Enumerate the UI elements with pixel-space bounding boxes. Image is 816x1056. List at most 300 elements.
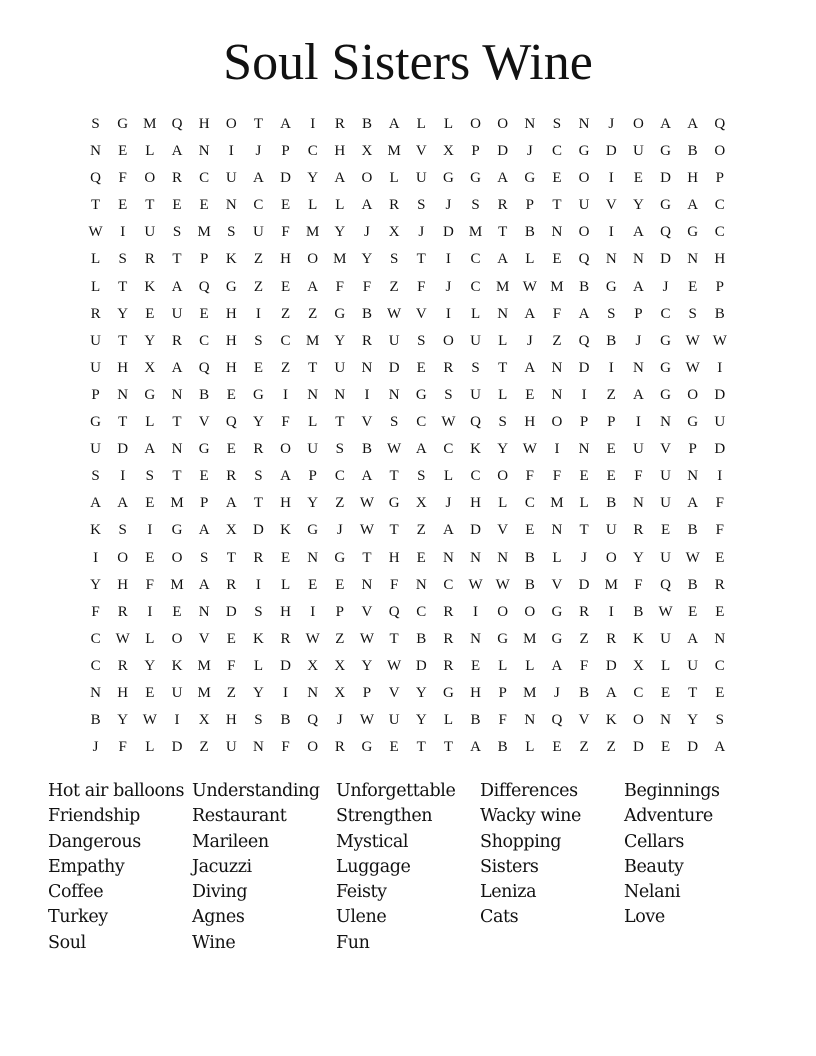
grid-letter: O bbox=[497, 116, 509, 132]
grid-letter: N bbox=[551, 522, 563, 539]
grid-letter: N bbox=[361, 359, 373, 376]
grid-letter: I bbox=[120, 468, 126, 485]
word-list-column bbox=[192, 779, 336, 956]
grid-letter: T bbox=[498, 224, 508, 241]
grid-letter: I bbox=[635, 414, 641, 431]
grid-letter: Z bbox=[253, 251, 263, 268]
grid-letter: G bbox=[687, 224, 699, 241]
grid-letter: L bbox=[525, 739, 535, 756]
grid-letter: I bbox=[93, 549, 99, 566]
grid-letter: W bbox=[387, 441, 402, 458]
grid-row bbox=[82, 707, 733, 734]
grid-letter: J bbox=[662, 278, 669, 295]
grid-row bbox=[82, 653, 733, 680]
word-list-item: Differences bbox=[480, 781, 578, 801]
grid-letter: N bbox=[551, 359, 563, 376]
grid-letter: E bbox=[660, 684, 671, 701]
grid-row bbox=[82, 734, 733, 761]
grid-letter: D bbox=[687, 739, 699, 756]
grid-letter: G bbox=[524, 170, 536, 187]
grid-letter: C bbox=[714, 224, 725, 241]
grid-letter: G bbox=[90, 414, 101, 431]
grid-letter: L bbox=[443, 468, 453, 485]
grid-letter: G bbox=[578, 143, 590, 160]
grid-letter: C bbox=[90, 657, 101, 674]
grid-letter: C bbox=[470, 251, 481, 268]
grid-letter: W bbox=[387, 305, 402, 322]
grid-letter: S bbox=[444, 386, 453, 403]
grid-letter: A bbox=[470, 739, 481, 756]
grid-letter: Z bbox=[552, 332, 562, 349]
grid-letter: A bbox=[90, 495, 101, 512]
grid-letter: A bbox=[198, 576, 210, 593]
grid-row bbox=[82, 626, 733, 653]
grid-letter: R bbox=[443, 657, 454, 674]
grid-letter: H bbox=[687, 170, 699, 187]
grid-letter: H bbox=[714, 251, 726, 268]
grid-letter: G bbox=[687, 414, 699, 431]
grid-letter: O bbox=[632, 116, 644, 132]
grid-letter: A bbox=[714, 739, 726, 756]
grid-letter: R bbox=[579, 603, 590, 620]
grid-letter: E bbox=[552, 170, 562, 187]
grid-letter: I bbox=[717, 359, 723, 376]
grid-letter: E bbox=[715, 684, 725, 701]
grid-letter: Z bbox=[226, 684, 236, 701]
grid-letter: W bbox=[115, 630, 130, 647]
grid-letter: I bbox=[608, 170, 614, 187]
grid-letter: I bbox=[147, 603, 153, 620]
grid-letter: R bbox=[171, 170, 182, 187]
grid-letter: I bbox=[283, 386, 289, 403]
word-list-item: Unforgettable bbox=[336, 781, 456, 801]
grid-letter: E bbox=[715, 603, 725, 620]
grid-letter: E bbox=[280, 278, 291, 295]
grid-letter: L bbox=[335, 197, 345, 214]
grid-letter: A bbox=[198, 522, 210, 539]
grid-letter: F bbox=[335, 278, 344, 295]
grid-row bbox=[82, 517, 733, 544]
grid-letter: O bbox=[225, 116, 237, 132]
grid-letter: T bbox=[416, 739, 426, 756]
grid-letter: Y bbox=[334, 224, 346, 241]
grid-letter: S bbox=[552, 116, 562, 132]
grid-letter: S bbox=[417, 197, 426, 214]
grid-letter: L bbox=[90, 278, 101, 295]
grid-letter: L bbox=[498, 386, 508, 403]
grid-letter: W bbox=[359, 712, 375, 729]
grid-letter: G bbox=[605, 278, 617, 295]
grid-letter: T bbox=[226, 549, 236, 566]
grid-letter: N bbox=[225, 197, 237, 214]
grid-letter: S bbox=[172, 224, 182, 241]
grid-letter: Y bbox=[415, 712, 427, 729]
word-list-item: Cellars bbox=[624, 831, 684, 852]
grid-letter: G bbox=[497, 630, 509, 647]
grid-letter: L bbox=[552, 549, 562, 566]
grid-letter: E bbox=[715, 549, 725, 566]
grid-letter: H bbox=[524, 414, 536, 431]
grid-letter: H bbox=[225, 359, 237, 376]
grid-letter: E bbox=[118, 197, 128, 214]
grid-letter: T bbox=[552, 197, 562, 214]
grid-letter: D bbox=[415, 657, 427, 674]
grid-letter: L bbox=[470, 305, 481, 322]
grid-letter: D bbox=[660, 170, 671, 187]
grid-letter: J bbox=[581, 549, 588, 566]
word-list-item: Wacky wine bbox=[480, 806, 581, 827]
grid-letter: Z bbox=[579, 630, 589, 647]
grid-letter: R bbox=[253, 441, 264, 458]
grid-letter: S bbox=[145, 468, 155, 485]
grid-letter: I bbox=[255, 305, 261, 322]
grid-letter: E bbox=[280, 197, 291, 214]
grid-letter: C bbox=[416, 603, 427, 620]
grid-letter: D bbox=[578, 359, 590, 376]
grid-letter: X bbox=[632, 657, 644, 674]
grid-letter: N bbox=[470, 549, 481, 566]
grid-letter: B bbox=[687, 143, 698, 160]
grid-letter: E bbox=[199, 468, 209, 485]
grid-letter: T bbox=[90, 197, 101, 214]
grid-letter: J bbox=[445, 278, 452, 295]
grid-letter: P bbox=[362, 684, 372, 701]
grid-letter: L bbox=[660, 657, 671, 674]
word-list-item: Shopping bbox=[480, 831, 562, 852]
grid-letter: B bbox=[470, 712, 481, 729]
grid-letter: Y bbox=[252, 684, 264, 701]
grid-letter: N bbox=[524, 712, 536, 729]
grid-letter: W bbox=[359, 495, 375, 512]
grid-letter: V bbox=[551, 576, 563, 593]
grid-letter: D bbox=[660, 251, 671, 268]
grid-letter: M bbox=[197, 657, 211, 674]
grid-letter: M bbox=[387, 143, 401, 160]
grid-row bbox=[82, 192, 733, 219]
grid-letter: G bbox=[660, 143, 671, 160]
grid-letter: U bbox=[632, 441, 644, 458]
grid-letter: N bbox=[687, 468, 699, 485]
grid-letter: U bbox=[225, 739, 237, 756]
grid-letter: X bbox=[144, 359, 156, 376]
grid-letter: M bbox=[306, 332, 320, 349]
grid-letter: G bbox=[361, 739, 373, 756]
grid-letter: Z bbox=[280, 359, 291, 376]
grid-letter: Z bbox=[308, 305, 318, 322]
grid-letter: I bbox=[255, 576, 261, 593]
grid-letter: G bbox=[551, 630, 563, 647]
grid-letter: Q bbox=[388, 603, 400, 620]
grid-letter: A bbox=[171, 359, 183, 376]
grid-letter: E bbox=[525, 522, 535, 539]
grid-letter: L bbox=[389, 170, 399, 187]
grid-letter: E bbox=[199, 197, 209, 214]
grid-letter: Q bbox=[660, 224, 671, 241]
grid-letter: F bbox=[281, 414, 290, 431]
grid-letter: C bbox=[280, 332, 291, 349]
grid-letter: S bbox=[389, 414, 399, 431]
grid-letter: H bbox=[225, 305, 237, 322]
grid-letter: G bbox=[660, 359, 671, 376]
grid-letter: B bbox=[633, 603, 644, 620]
grid-letter: Y bbox=[632, 549, 644, 566]
grid-letter: L bbox=[579, 495, 589, 512]
grid-letter: A bbox=[225, 495, 237, 512]
grid-letter: Y bbox=[415, 684, 427, 701]
grid-letter: T bbox=[172, 414, 182, 431]
grid-letter: K bbox=[252, 630, 264, 647]
grid-letter: U bbox=[660, 495, 671, 512]
grid-letter: D bbox=[497, 143, 509, 160]
grid-letter: S bbox=[227, 224, 236, 241]
grid-letter: A bbox=[280, 116, 291, 132]
grid-letter: T bbox=[118, 332, 128, 349]
grid-letter: M bbox=[523, 684, 537, 701]
grid-letter: E bbox=[552, 739, 562, 756]
grid-letter: U bbox=[660, 549, 671, 566]
grid-letter: C bbox=[470, 468, 481, 485]
grid-letter: D bbox=[280, 657, 291, 674]
grid-letter: P bbox=[688, 441, 697, 458]
grid-letter: S bbox=[118, 522, 127, 539]
grid-letter: D bbox=[470, 522, 481, 539]
grid-letter: D bbox=[442, 224, 454, 241]
grid-letter: D bbox=[605, 143, 617, 160]
grid-letter: X bbox=[388, 224, 400, 241]
grid-letter: G bbox=[307, 522, 319, 539]
grid-letter: W bbox=[305, 630, 320, 647]
grid-letter: T bbox=[118, 278, 128, 295]
grid-letter: A bbox=[361, 197, 373, 214]
grid-letter: N bbox=[470, 630, 481, 647]
grid-letter: O bbox=[280, 441, 291, 458]
word-search-grid bbox=[82, 111, 733, 761]
grid-letter: P bbox=[525, 197, 534, 214]
grid-letter: U bbox=[660, 630, 671, 647]
grid-row bbox=[82, 680, 733, 707]
grid-letter: X bbox=[361, 143, 373, 160]
grid-letter: Y bbox=[497, 441, 509, 458]
grid-letter: J bbox=[336, 712, 343, 729]
grid-letter: U bbox=[388, 712, 400, 729]
grid-letter: Y bbox=[117, 712, 129, 729]
grid-letter: L bbox=[308, 414, 318, 431]
grid-row bbox=[82, 111, 733, 138]
grid-letter: J bbox=[364, 224, 370, 241]
grid-letter: T bbox=[253, 116, 263, 132]
grid-letter: T bbox=[172, 468, 182, 485]
grid-letter: A bbox=[687, 116, 699, 132]
grid-letter: U bbox=[470, 332, 481, 349]
grid-letter: T bbox=[145, 197, 155, 214]
grid-letter: L bbox=[90, 251, 101, 268]
grid-letter: H bbox=[198, 116, 210, 132]
grid-letter: D bbox=[388, 359, 400, 376]
grid-letter: E bbox=[389, 739, 399, 756]
grid-letter: T bbox=[172, 251, 182, 268]
grid-letter: V bbox=[388, 684, 400, 701]
grid-letter: P bbox=[634, 305, 643, 322]
grid-letter: P bbox=[335, 603, 344, 620]
grid-letter: P bbox=[715, 278, 724, 295]
grid-letter: I bbox=[608, 359, 614, 376]
grid-letter: S bbox=[254, 332, 263, 349]
grid-letter: I bbox=[554, 441, 560, 458]
grid-letter: Q bbox=[171, 116, 183, 132]
grid-letter: S bbox=[607, 305, 616, 322]
grid-letter: P bbox=[471, 143, 480, 160]
grid-letter: X bbox=[225, 522, 237, 539]
grid-letter: C bbox=[199, 332, 210, 349]
grid-letter: I bbox=[608, 603, 614, 620]
grid-letter: N bbox=[497, 305, 509, 322]
grid-letter: R bbox=[90, 305, 101, 322]
grid-letter: T bbox=[579, 522, 589, 539]
grid-letter: F bbox=[715, 522, 724, 539]
grid-letter: D bbox=[578, 576, 590, 593]
grid-letter: R bbox=[389, 197, 400, 214]
grid-letter: K bbox=[171, 657, 183, 674]
grid-letter: E bbox=[199, 305, 209, 322]
grid-letter: E bbox=[688, 603, 698, 620]
grid-letter: G bbox=[252, 386, 264, 403]
grid-letter: Q bbox=[198, 278, 210, 295]
grid-letter: S bbox=[199, 549, 209, 566]
grid-letter: A bbox=[171, 278, 183, 295]
grid-letter: M bbox=[550, 278, 564, 295]
grid-letter: Q bbox=[578, 251, 590, 268]
grid-letter: O bbox=[551, 414, 563, 431]
grid-letter: C bbox=[443, 441, 454, 458]
word-list-item: Soul bbox=[48, 932, 86, 953]
grid-letter: N bbox=[334, 386, 346, 403]
grid-letter: D bbox=[605, 657, 617, 674]
grid-letter: W bbox=[441, 414, 456, 431]
word-list-column bbox=[480, 779, 624, 931]
grid-letter: R bbox=[334, 116, 345, 132]
grid-letter: J bbox=[554, 684, 560, 701]
grid-letter: A bbox=[280, 468, 291, 485]
grid-letter: I bbox=[445, 305, 451, 322]
grid-letter: M bbox=[550, 495, 564, 512]
grid-letter: H bbox=[280, 251, 291, 268]
grid-letter: S bbox=[335, 441, 344, 458]
grid-letter: C bbox=[551, 143, 562, 160]
grid-letter: U bbox=[334, 359, 346, 376]
grid-letter: Q bbox=[470, 414, 481, 431]
grid-letter: Y bbox=[144, 657, 156, 674]
grid-letter: N bbox=[361, 576, 373, 593]
grid-letter: D bbox=[632, 739, 644, 756]
grid-letter: F bbox=[362, 278, 372, 295]
grid-letter: A bbox=[551, 657, 563, 674]
grid-letter: G bbox=[551, 603, 563, 620]
grid-letter: W bbox=[142, 712, 157, 729]
grid-letter: V bbox=[605, 197, 617, 214]
grid-letter: C bbox=[660, 305, 671, 322]
grid-letter: R bbox=[226, 576, 237, 593]
grid-letter: U bbox=[252, 224, 264, 241]
grid-letter: O bbox=[605, 549, 617, 566]
grid-letter: A bbox=[307, 278, 319, 295]
grid-letter: W bbox=[658, 603, 673, 620]
grid-letter: U bbox=[171, 305, 183, 322]
grid-letter: Y bbox=[632, 197, 644, 214]
grid-letter: W bbox=[88, 224, 103, 241]
grid-letter: J bbox=[92, 739, 99, 756]
grid-letter: O bbox=[361, 170, 373, 187]
grid-letter: E bbox=[660, 739, 671, 756]
grid-letter: A bbox=[660, 116, 671, 132]
grid-letter: W bbox=[522, 278, 537, 295]
grid-letter: E bbox=[226, 441, 236, 458]
grid-letter: L bbox=[443, 116, 453, 132]
grid-letter: F bbox=[91, 603, 100, 620]
grid-letter: E bbox=[470, 657, 481, 674]
grid-letter: H bbox=[280, 495, 291, 512]
grid-letter: M bbox=[523, 630, 537, 647]
grid-letter: V bbox=[361, 603, 373, 620]
grid-letter: E bbox=[145, 495, 155, 512]
grid-letter: N bbox=[578, 441, 590, 458]
grid-letter: H bbox=[388, 549, 400, 566]
grid-letter: G bbox=[225, 278, 237, 295]
grid-letter: N bbox=[660, 712, 671, 729]
word-list-item: Wine bbox=[192, 932, 236, 953]
grid-letter: I bbox=[608, 224, 614, 241]
grid-letter: O bbox=[632, 712, 644, 729]
word-list-item: Feisty bbox=[336, 882, 387, 903]
grid-letter: Y bbox=[307, 170, 319, 187]
grid-letter: B bbox=[361, 305, 372, 322]
grid-letter: Z bbox=[335, 630, 345, 647]
grid-letter: C bbox=[470, 278, 481, 295]
grid-letter: J bbox=[418, 224, 425, 241]
grid-letter: R bbox=[144, 251, 155, 268]
grid-letter: U bbox=[687, 657, 699, 674]
grid-letter: E bbox=[416, 549, 426, 566]
grid-letter: L bbox=[498, 657, 508, 674]
grid-letter: V bbox=[415, 143, 427, 160]
grid-letter: H bbox=[117, 576, 129, 593]
grid-letter: L bbox=[443, 712, 453, 729]
grid-row bbox=[82, 409, 733, 436]
grid-letter: E bbox=[308, 576, 318, 593]
grid-letter: A bbox=[497, 251, 509, 268]
grid-letter: Y bbox=[361, 251, 373, 268]
grid-row bbox=[82, 328, 733, 355]
grid-letter: K bbox=[605, 712, 617, 729]
grid-letter: Y bbox=[144, 332, 156, 349]
grid-letter: Z bbox=[280, 305, 291, 322]
grid-letter: Z bbox=[199, 739, 209, 756]
grid-letter: N bbox=[714, 630, 726, 647]
page-title: Soul Sisters Wine bbox=[223, 34, 593, 91]
grid-letter: G bbox=[144, 386, 156, 403]
grid-letter: N bbox=[198, 143, 210, 160]
grid-letter: B bbox=[579, 684, 590, 701]
grid-letter: L bbox=[145, 143, 155, 160]
grid-letter: S bbox=[417, 332, 426, 349]
grid-letter: B bbox=[687, 522, 698, 539]
grid-letter: L bbox=[145, 739, 155, 756]
grid-letter: B bbox=[199, 386, 210, 403]
grid-letter: J bbox=[445, 197, 452, 214]
grid-letter: I bbox=[473, 603, 479, 620]
grid-letter: O bbox=[470, 116, 481, 132]
grid-letter: C bbox=[416, 414, 427, 431]
grid-letter: M bbox=[197, 224, 211, 241]
